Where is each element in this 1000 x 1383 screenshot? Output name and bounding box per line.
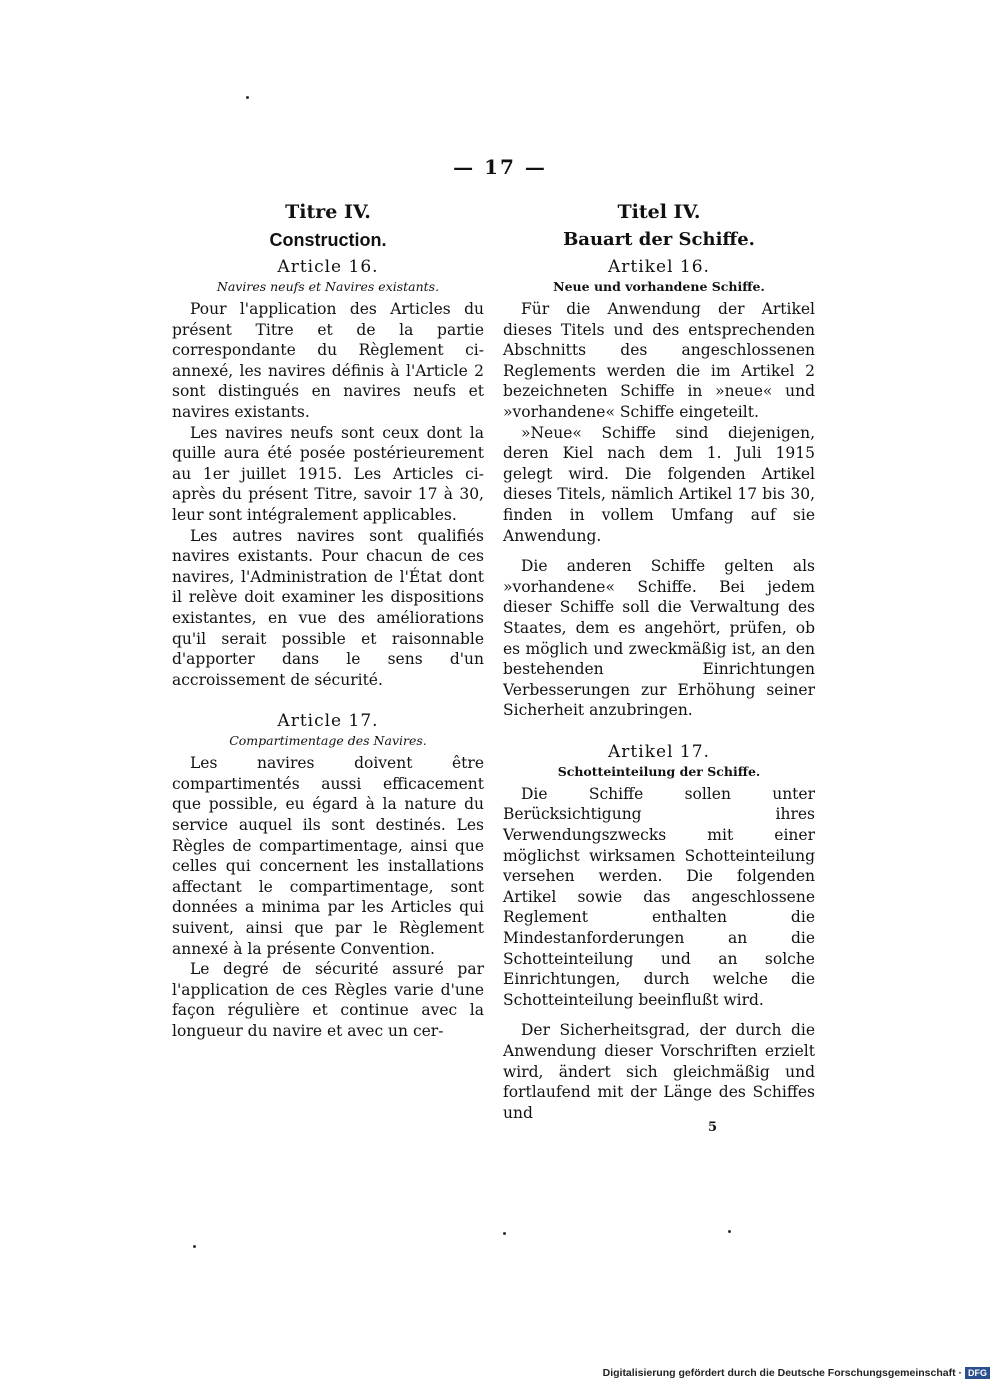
speck bbox=[503, 1232, 506, 1235]
french-article16-para3: Les autres navires sont qualifiés navires existants. Pour chacun de ces navires, l'Administration de l'État dont il relève doit examiner les dispositions existantes, en vue des améliorations qu'il serait possible et raisonnable d'apporter dans le sens d'un accroissement de sécurité. bbox=[172, 526, 484, 689]
german-article17-para2: Der Sicherheitsgrad, der durch die Anwendung dieser Vorschriften erzielt wird, ändert sich gleichmäßig und fortlaufend mit der Länge des Schiffes und bbox=[503, 1021, 815, 1122]
german-article17-title: Artikel 17. bbox=[608, 741, 710, 762]
french-article17-para1: Les navires doivent être compartimentés aussi efficacement que possible, eu égard à la nature du service auquel ils sont destinés. Les Règles de compartimentage, ainsi que celles qui concernent les installations affectant le compartimentage, sont données a minima par les Articles qui suivent, ainsi que par le Règlement annexé à la présente Convention. bbox=[172, 754, 484, 958]
page-number: — 17 — bbox=[453, 155, 547, 179]
speck bbox=[728, 1230, 731, 1233]
french-heading: Construction. bbox=[269, 230, 387, 250]
german-article17-subtitle: Schotteinteilung der Schiffe. bbox=[557, 763, 761, 779]
german-heading: Bauart der Schiffe. bbox=[563, 229, 755, 250]
french-title: Titre IV. bbox=[285, 201, 371, 223]
french-article16-para2: Les navires neufs sont ceux dont la quille aura été posée postérieurement au 1er juillet 1915. Les Articles ci-après du présent Titre, savoir 17 à 30, leur sont intégralement applicables. bbox=[172, 423, 484, 524]
french-article16-subtitle: Navires neufs et Navires existants. bbox=[216, 279, 440, 294]
french-article17-title: Article 17. bbox=[277, 711, 379, 732]
german-article17-para1: Die Schiffe sollen unter Berücksichtigung ihres Verwendungszwecks mit einer möglichst wirksamen Schotteinteilung versehen werden. Die folgenden Artikel sowie das angeschlossene Reglement enthalten die Mindestanforderungen an die Schotteinteilung und an solche Einrichtungen, durch welche die Schotteinteilung beeinflußt wird. bbox=[503, 784, 815, 1009]
german-article16-para2: »Neue« Schiffe sind diejenigen, deren Kiel nach dem 1. Juli 1915 gelegt wird. Die folgenden Artikel dieses Titels, nämlich Artikel 17 bis 30, finden in vollem Umfang auf sie Anwendung. bbox=[503, 423, 815, 545]
footer-text: Digitalisierung gefördert durch die Deutsche Forschungsgemeinschaft · bbox=[602, 1367, 962, 1379]
speck bbox=[193, 1245, 196, 1248]
signature-mark: 5 bbox=[708, 1120, 718, 1135]
french-article16-para1: Pour l'application des Articles du présent Titre et de la partie correspondante du Règlement ci-annexé, les navires définis à l'Article 2 sont distingués en navires neufs et navires existants. bbox=[172, 300, 484, 421]
dfg-logo: DFG bbox=[965, 1367, 990, 1379]
german-title: Titel IV. bbox=[617, 201, 701, 223]
french-article17-para2: Le degré de sécurité assuré par l'application de ces Règles varie d'une façon régulière et continue avec la longueur du navire et avec un cer- bbox=[172, 960, 484, 1040]
french-article17-subtitle: Compartimentage des Navires. bbox=[229, 733, 427, 749]
german-article16-subtitle: Neue und vorhandene Schiffe. bbox=[553, 279, 765, 294]
footer-credit bbox=[603, 1367, 990, 1379]
german-article16-para1: Für die Anwendung der Artikel dieses Titels und des entsprechenden Abschnitts des angeschlossenen Reglements werden die im Artikel 2 bezeichneten Schiffe in »neue« und »vorhandene« Schiffe eingeteilt. bbox=[503, 300, 815, 421]
speck bbox=[246, 96, 249, 99]
french-article16-title: Article 16. bbox=[277, 257, 379, 277]
german-article16-para3: Die anderen Schiffe gelten als »vorhandene« Schiffe. Bei jedem dieser Schiffe soll die Verwaltung des Staates, dem es angehört, prüfen, ob es möglich und zweckmäßig ist, an den bestehenden Einrichtungen Verbesserungen zur Erhöhung seiner Sicherheit anzubringen. bbox=[503, 557, 815, 720]
french-column bbox=[172, 200, 484, 1042]
german-article16-title: Artikel 16. bbox=[608, 257, 710, 277]
german-column bbox=[503, 200, 815, 1123]
